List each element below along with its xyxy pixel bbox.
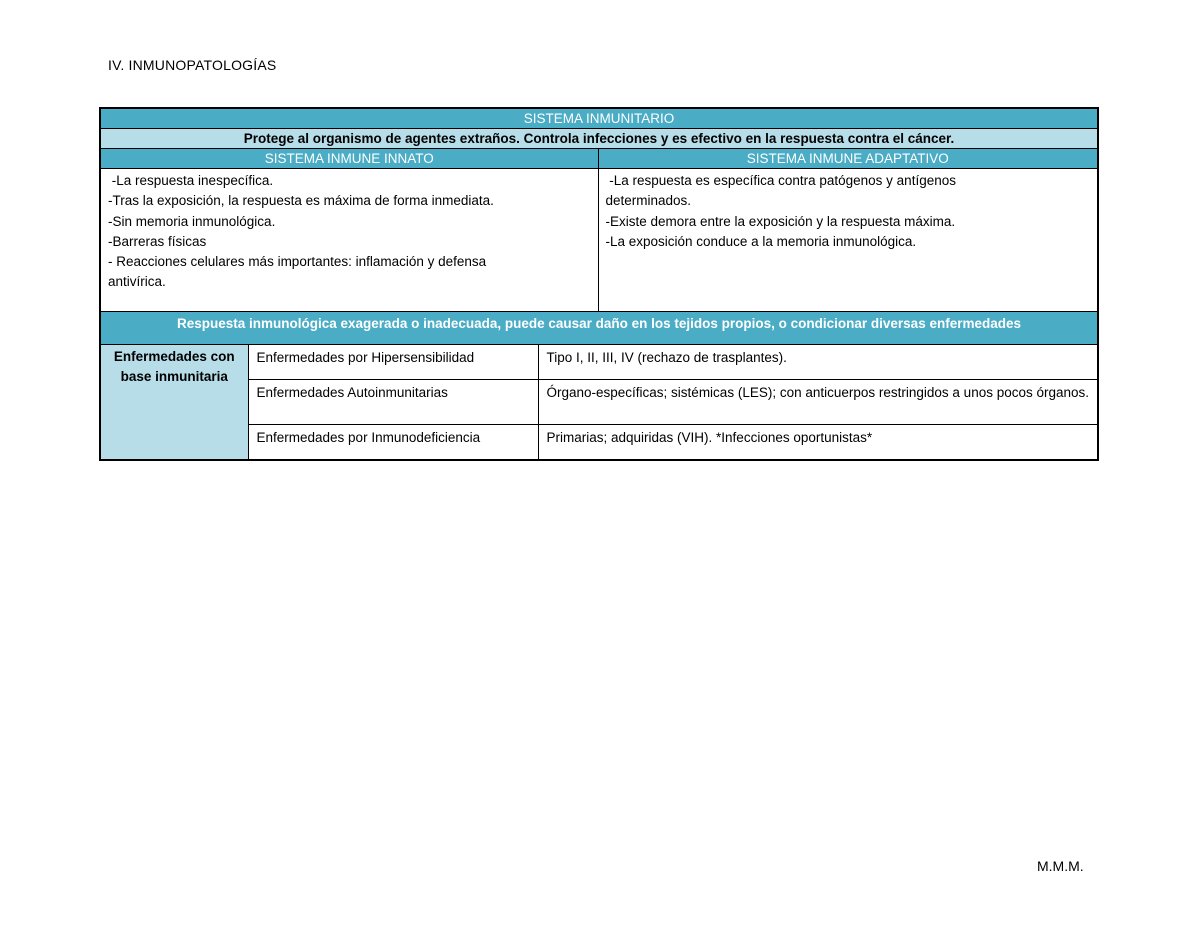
innate-line: antivírica. xyxy=(108,274,166,290)
disease-name-hypersensitivity: Enfermedades por Hipersensibilidad xyxy=(248,345,538,380)
innate-line: -Sin memoria inmunológica. xyxy=(108,213,276,229)
adaptive-line: -Existe demora entre la exposición y la respuesta máxima. xyxy=(605,213,956,229)
adaptive-line: -La respuesta es específica contra patógenos y antígenos xyxy=(605,173,956,188)
disease-desc-immunodeficiency: Primarias; adquiridas (VIH). *Infecciones oportunistas* xyxy=(538,425,1098,461)
disease-name-immunodeficiency: Enfermedades por Inmunodeficiencia xyxy=(248,425,538,461)
immune-response-banner: Respuesta inmunológica exagerada o inadecuada, puede causar daño en los tejidos propios, o condicionar diversas enfermedades xyxy=(100,312,1098,345)
innate-line: -La respuesta inespecífica. xyxy=(108,173,274,188)
innate-line: -Barreras físicas xyxy=(108,233,207,249)
disease-desc-autoimmune: Órgano-específicas; sistémicas (LES); con anticuerpos restringidos a unos pocos órganos. xyxy=(538,380,1098,425)
document-title: IV. INMUNOPATOLOGÍAS xyxy=(108,57,277,73)
innate-line: - Reacciones celulares más importantes: inflamación y defensa xyxy=(108,254,487,270)
disease-desc-hypersensitivity: Tipo I, II, III, IV (rechazo de trasplantes). xyxy=(538,345,1098,380)
adaptive-line: determinados. xyxy=(605,193,692,209)
adaptive-system-content xyxy=(598,169,1098,312)
table-description: Protege al organismo de agentes extraños. Controla infecciones y es efectivo en la respuesta contra el cáncer. xyxy=(100,129,1098,149)
adaptive-system-header: SISTEMA INMUNE ADAPTATIVO xyxy=(598,149,1098,169)
disease-name-autoimmune: Enfermedades Autoinmunitarias xyxy=(248,380,538,425)
diseases-category-label: Enfermedades con base inmunitaria xyxy=(100,345,248,461)
innate-line: -Tras la exposición, la respuesta es máxima de forma inmediata. xyxy=(108,193,494,209)
adaptive-line: -La exposición conduce a la memoria inmunológica. xyxy=(605,233,917,249)
immune-system-table xyxy=(99,107,1099,461)
table-header: SISTEMA INMUNITARIO xyxy=(100,108,1098,129)
footer-initials: M.M.M. xyxy=(1037,858,1084,874)
innate-system-header: SISTEMA INMUNE INNATO xyxy=(100,149,598,169)
innate-system-content xyxy=(100,169,598,312)
